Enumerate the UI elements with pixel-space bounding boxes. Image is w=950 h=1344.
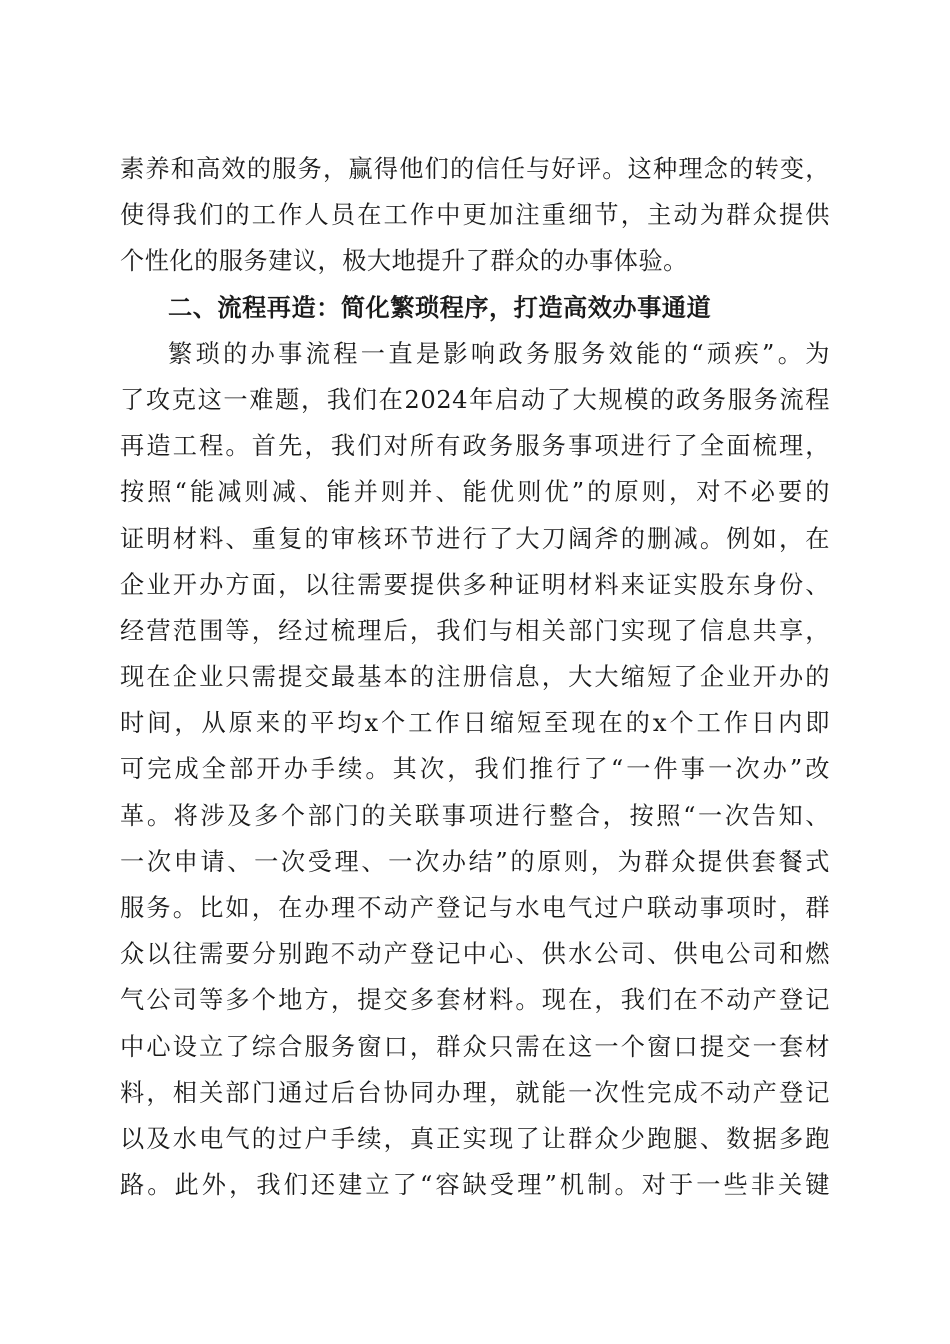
paragraph-line: 按照“能减则减、能并则并、能优则优”的原则，对不必要的 bbox=[120, 478, 830, 507]
section-heading: 二、流程再造：简化繁琐程序，打造高效办事通道 bbox=[168, 293, 712, 322]
paragraph-line: 经营范围等，经过梳理后，我们与相关部门实现了信息共享， bbox=[120, 616, 830, 645]
paragraph-line: 证明材料、重复的审核环节进行了大刀阔斧的删减。例如，在 bbox=[120, 524, 830, 553]
paragraph-line: 路。此外，我们还建立了“容缺受理”机制。对于一些非关键 bbox=[120, 1171, 830, 1200]
paragraph-line: 服务。比如，在办理不动产登记与水电气过户联动事项时，群 bbox=[120, 894, 830, 922]
paragraph-line: 使得我们的工作人员在工作中更加注重细节，主动为群众提供 bbox=[120, 201, 830, 230]
paragraph-line: 企业开办方面，以往需要提供多种证明材料来证实股东身份、 bbox=[120, 570, 830, 599]
paragraph-line: 众以往需要分别跑不动产登记中心、供水公司、供电公司和燃 bbox=[120, 940, 830, 969]
paragraph-line: 气公司等多个地方，提交多套材料。现在，我们在不动产登记 bbox=[120, 986, 830, 1015]
paragraph-line: 现在企业只需提交最基本的注册信息，大大缩短了企业开办的 bbox=[120, 663, 830, 692]
paragraph-line: 素养和高效的服务，赢得他们的信任与好评。这种理念的转变， bbox=[120, 155, 830, 183]
paragraph-line: 再造工程。首先，我们对所有政务服务事项进行了全面梳理， bbox=[120, 432, 830, 461]
paragraph-line: 以及水电气的过户手续，真正实现了让群众少跑腿、数据多跑 bbox=[120, 1124, 830, 1153]
paragraph-line: 中心设立了综合服务窗口，群众只需在这一个窗口提交一套材 bbox=[120, 1032, 830, 1061]
paragraph-line: 料，相关部门通过后台协同办理，就能一次性完成不动产登记 bbox=[120, 1078, 830, 1107]
paragraph-line: 可完成全部开办手续。其次，我们推行了“一件事一次办”改 bbox=[120, 755, 830, 784]
document-body bbox=[120, 146, 830, 1208]
paragraph-line: 了攻克这一难题，我们在2024年启动了大规模的政务服务流程 bbox=[120, 385, 830, 414]
paragraph-line: 革。将涉及多个部门的关联事项进行整合，按照“一次告知、 bbox=[120, 801, 830, 830]
paragraph-line: 个性化的服务建议，极大地提升了群众的办事体验。 bbox=[120, 247, 688, 276]
paragraph-line: 繁琐的办事流程一直是影响政务服务效能的“顽疾”。为 bbox=[168, 339, 830, 368]
paragraph-line: 时间，从原来的平均x个工作日缩短至现在的x个工作日内即 bbox=[120, 709, 830, 738]
paragraph-line: 一次申请、一次受理、一次办结”的原则，为群众提供套餐式 bbox=[120, 847, 830, 876]
